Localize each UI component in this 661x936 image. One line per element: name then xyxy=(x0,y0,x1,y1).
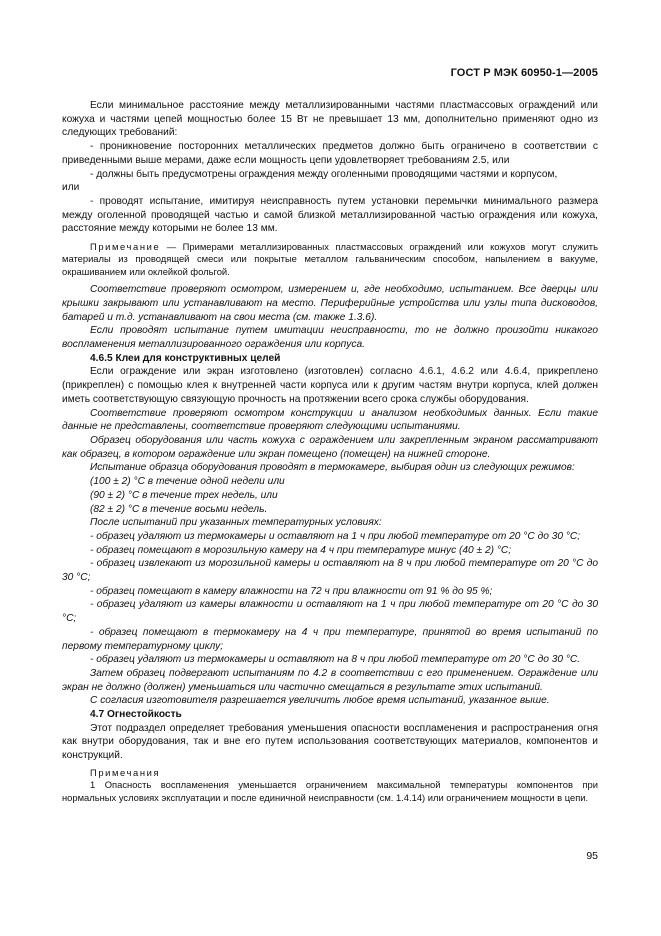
paragraph: Если проводят испытание путем имитации неисправности, то не должно произойти никакого воспламенения металлизированного ограждения или корпуса. xyxy=(62,325,598,351)
paragraph: Образец оборудования или часть кожуха с ограждением или закрепленным экраном рассматривают как образец, в котором ограждение или экран помещено (помещен) на нижней стороне. xyxy=(62,434,598,460)
paragraph: С согласия изготовителя разрешается увеличить любое время испытаний, указанное выше. xyxy=(90,695,550,707)
paragraph: - должны быть предусмотрены ограждения между оголенными проводящими частями и корпусом, xyxy=(90,168,558,180)
paragraph: Если ограждение или экран изготовлено (изготовлен) согласно 4.6.1, 4.6.2 или 4.6.4, прикреплено (прикреплен) с помощью клея к внутренней части корпуса или к другим частям внутри корпуса, клей должен иметь соответствующую связующую прочность на протяжении всего срока службы оборудования. xyxy=(62,366,598,405)
paragraph: - образец помещают в термокамеру на 4 ч при температуре, принятой во время испытаний по первому температурному циклу; xyxy=(62,626,598,652)
note-text: — Примерами металлизированных пластмассовых ограждений или кожухов могут служить материалы из проводящей смеси или покрытые металлом гальваническим способом, напылением в вакууме, окрашиванием или оклейкой фольгой. xyxy=(62,241,598,277)
paragraph: Затем образец подвергают испытаниям по 4.2 в соответствии с его применением. Ограждение или экран не должно (должен) уменьшаться или частично смещаться в результате этих испытаний. xyxy=(62,667,598,693)
note xyxy=(62,241,598,278)
paragraph: (90 ± 2) °С в течение трех недель, или xyxy=(90,489,278,501)
paragraph: или xyxy=(62,182,80,194)
paragraph: (82 ± 2) °С в течение восьми недель. xyxy=(90,503,268,515)
paragraph: - проводят испытание, имитируя неисправность путем установки перемычки минимального размера между оголенной проводящей частью и самой близкой металлизированной частью ограждения или кожуха, расстояние между которыми не более 13 мм. xyxy=(62,195,598,235)
note: 1 Опасность воспламенения уменьшается ограничением максимальной температуры компонентов при нормальных условиях эксплуатации и после единичной неисправности (см. 1.4.14) или ограничением мощности в цепи. xyxy=(62,779,598,803)
paragraph: - образец удаляют из термокамеры и оставляют на 8 ч при любой температуре от 20 °С до 30 °С. xyxy=(90,654,581,666)
paragraph: Соответствие проверяют осмотром, измерением и, где необходимо, испытанием. Все дверцы или крышки закрывают или устанавливают на место. Периферийные устройства или узлы типа дисководов, батарей и т.д. устанавливают на свои места (см. также 1.3.6). xyxy=(62,284,598,323)
paragraph: (100 ± 2) °С в течение одной недели или xyxy=(90,476,285,488)
paragraph: Если минимальное расстояние между металлизированными частями пластмассовых ограждений или кожуха и частями цепей мощностью более 15 Вт не превышает 13 мм, дополнительно применяют одно из следующих требований: xyxy=(62,100,598,139)
paragraph: - образец удаляют из термокамеры и оставляют на 1 ч при любой температуре от 20 °С до 30 °С; xyxy=(90,530,581,542)
page-header: ГОСТ Р МЭК 60950-1—2005 xyxy=(450,67,598,79)
paragraph: - образец помещают в морозильную камеру на 4 ч при температуре минус (40 ± 2) °С; xyxy=(90,544,512,556)
paragraph: Этот подраздел определяет требования уменьшения опасности воспламенения и распространения огня как внутри оборудования, так и вне его путем использования соответствующих материалов, компонентов и конструкций. xyxy=(62,722,598,762)
notes-label: Примечания xyxy=(90,766,161,778)
section-heading: 4.7 Огнестойкость xyxy=(90,709,182,721)
note-label: Примечание xyxy=(90,241,161,253)
page-body xyxy=(62,99,598,804)
paragraph: Испытание образца оборудования проводят в термокамере, выбирая один из следующих режимов: xyxy=(90,462,575,474)
paragraph: - образец помещают в камеру влажности на 72 ч при влажности от 91 % до 95 %; xyxy=(90,585,493,597)
page-number: 95 xyxy=(586,850,598,862)
paragraph: - образец извлекают из морозильной камеры и оставляют на 8 ч при любой температуре от 20 °С до 30 °С; xyxy=(62,558,598,584)
notes-heading xyxy=(62,767,598,779)
paragraph: - образец удаляют из камеры влажности и оставляют на 1 ч при любой температуре от 20 °С до 30 °С; xyxy=(62,599,598,625)
paragraph: После испытаний при указанных температурных условиях: xyxy=(90,517,382,529)
section-heading: 4.6.5 Клеи для конструктивных целей xyxy=(90,352,281,364)
paragraph: Соответствие проверяют осмотром конструкции и анализом необходимых данных. Если такие данные не представлены, соответствие проверяют следующими испытаниями. xyxy=(62,407,598,433)
paragraph: - проникновение посторонних металлических предметов должно быть ограничено в соответствии с приведенными выше мерами, даже если мощность цепи удовлетворяет требованиям 2.5, или xyxy=(62,141,598,166)
